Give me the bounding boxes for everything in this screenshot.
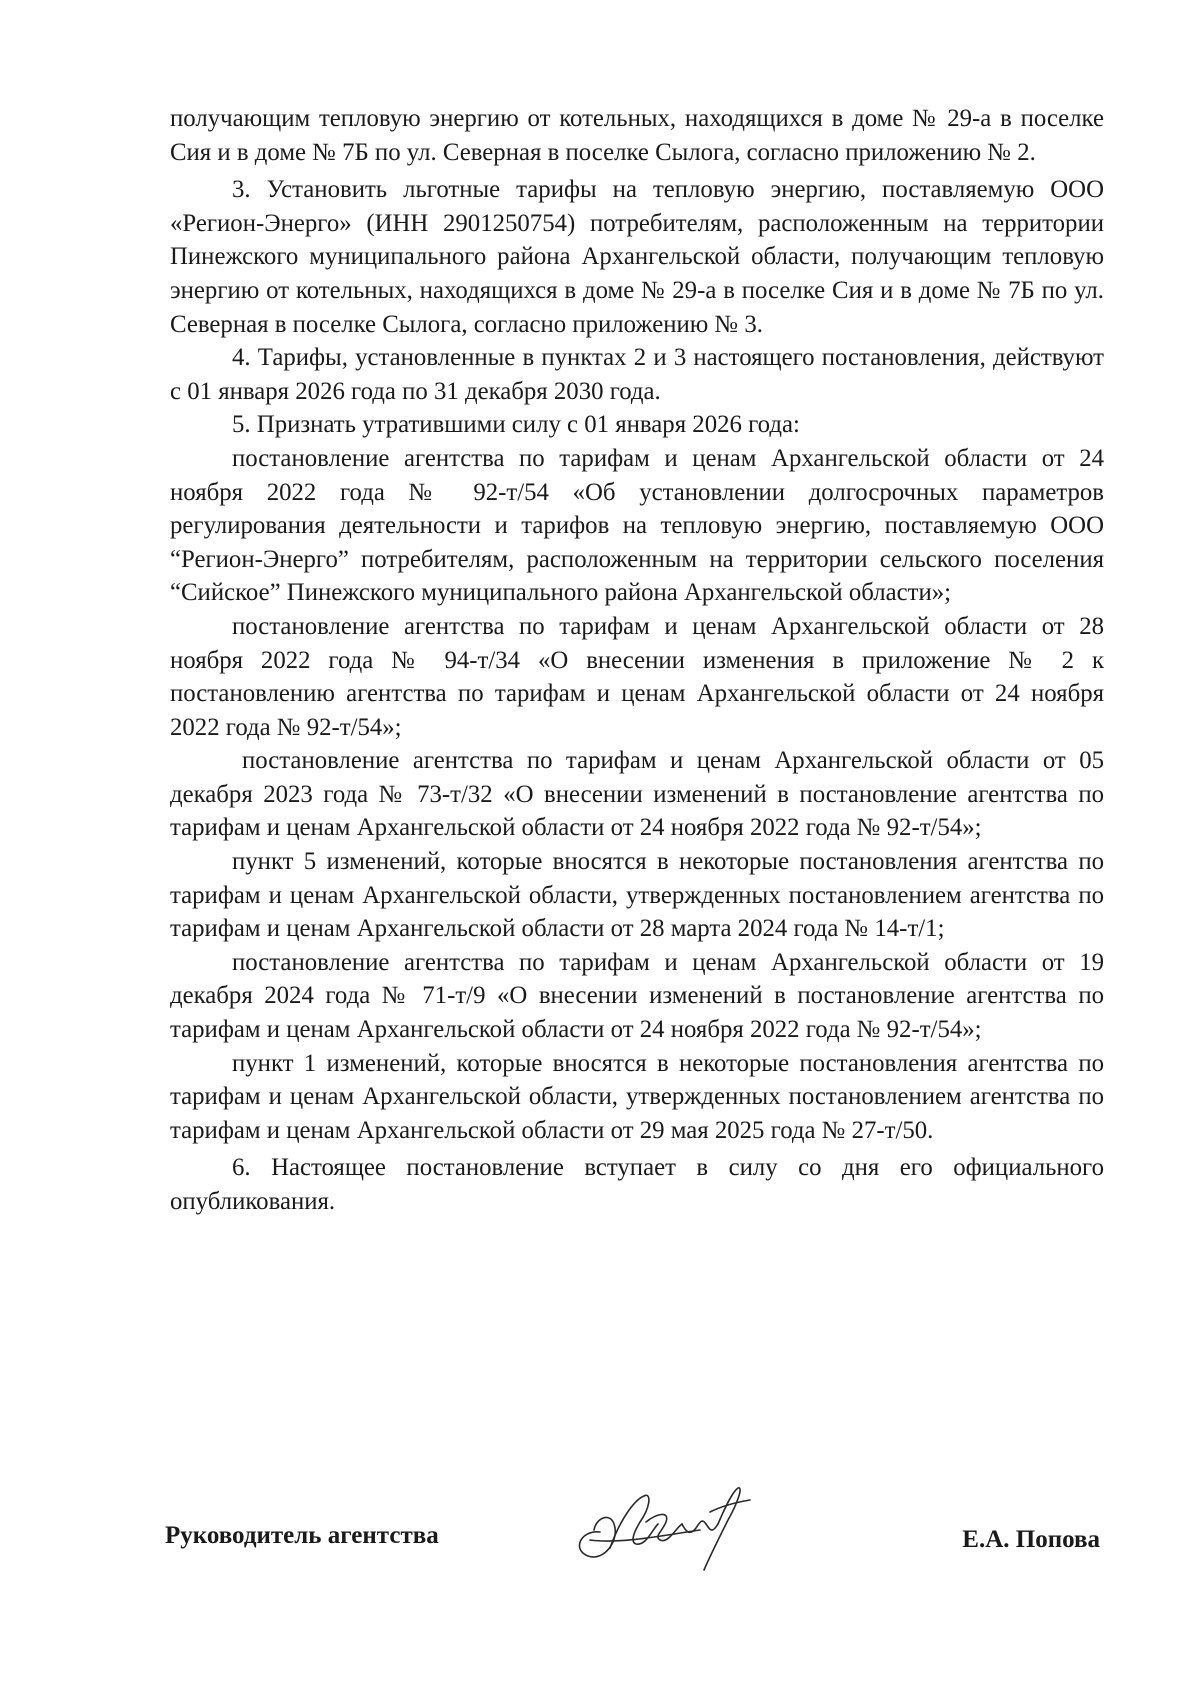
paragraph-continuation: получающим тепловую энергию от котельных, находящихся в доме № 29-а в поселке Сия и в доме № 7Б по ул. Северная в поселке Сылога, согласно приложению № 2. [170, 105, 1104, 166]
handwritten-signature [560, 1470, 760, 1580]
repealed-act-5: постановление агентства по тарифам и ценам Архангельской области от 19 декабря 2024 года № 71-т/9 «О внесении изменений в постановление агентства по тарифам и ценам Архангельской области от 24 ноября 2022 года № 92-т/54»; [170, 948, 1104, 1044]
paragraph-item-4: 4. Тарифы, установленные в пунктах 2 и 3 настоящего постановления, действуют с 01 января 2026 года по 31 декабря 2030 года. [170, 344, 1104, 405]
signature-block [0, 1470, 1200, 1580]
paragraph-item-5: 5. Признать утратившими силу с 01 января 2026 года: [232, 411, 800, 439]
repealed-act-1: постановление агентства по тарифам и ценам Архангельской области от 24 ноября 2022 года № 92-т/54 «Об установлении долгосрочных параметров регулирования деятельности и тарифов на тепловую энергию, поставляемую ООО “Регион-Энерго” потребителям, расположенным на территории сельского поселения “Сийское” Пинежского муниципального района Архангельской области»; [170, 444, 1104, 607]
repealed-act-3: постановление агентства по тарифам и ценам Архангельской области от 05 декабря 2023 года № 73-т/32 «О внесении изменений в постановление агентства по тарифам и ценам Архангельской области от 24 ноября 2022 года № 92-т/54»; [170, 747, 1104, 842]
repealed-act-4: пункт 5 изменений, которые вносятся в некоторые постановления агентства по тарифам и ценам Архангельской области, утвержденных постановлением агентства по тарифам и ценам Архангельской области от 28 марта 2024 года № 14-т/1; [170, 848, 1104, 943]
paragraph-item-3: 3. Установить льготные тарифы на тепловую энергию, поставляемую ООО «Регион-Энерго» (ИНН 2901250754) потребителям, расположенным на территории Пинежского муниципального района Архангельской области, получающим тепловую энергию от котельных, находящихся в доме № 29-а в поселке Сия и в доме № 7Б по ул. Северная в поселке Сылога, согласно приложению № 3. [170, 176, 1104, 338]
repealed-act-6: пункт 1 изменений, которые вносятся в некоторые постановления агентства по тарифам и ценам Архангельской области, утвержденных постановлением агентства по тарифам и ценам Архангельской области от 29 мая 2025 года № 27-т/50. [170, 1049, 1104, 1144]
paragraph-item-6: 6. Настоящее постановление вступает в силу со дня его официального опубликования. [170, 1154, 1104, 1215]
repealed-act-2: постановление агентства по тарифам и ценам Архангельской области от 28 ноября 2022 года № 94-т/34 «О внесении изменения в приложение № 2 к постановлению агентства по тарифам и ценам Архангельской области от 24 ноября 2022 года № 92-т/54»; [170, 612, 1104, 741]
signatory-name: Е.А. Попова [962, 1526, 1100, 1553]
signatory-title: Руководитель агентства [165, 1522, 439, 1549]
